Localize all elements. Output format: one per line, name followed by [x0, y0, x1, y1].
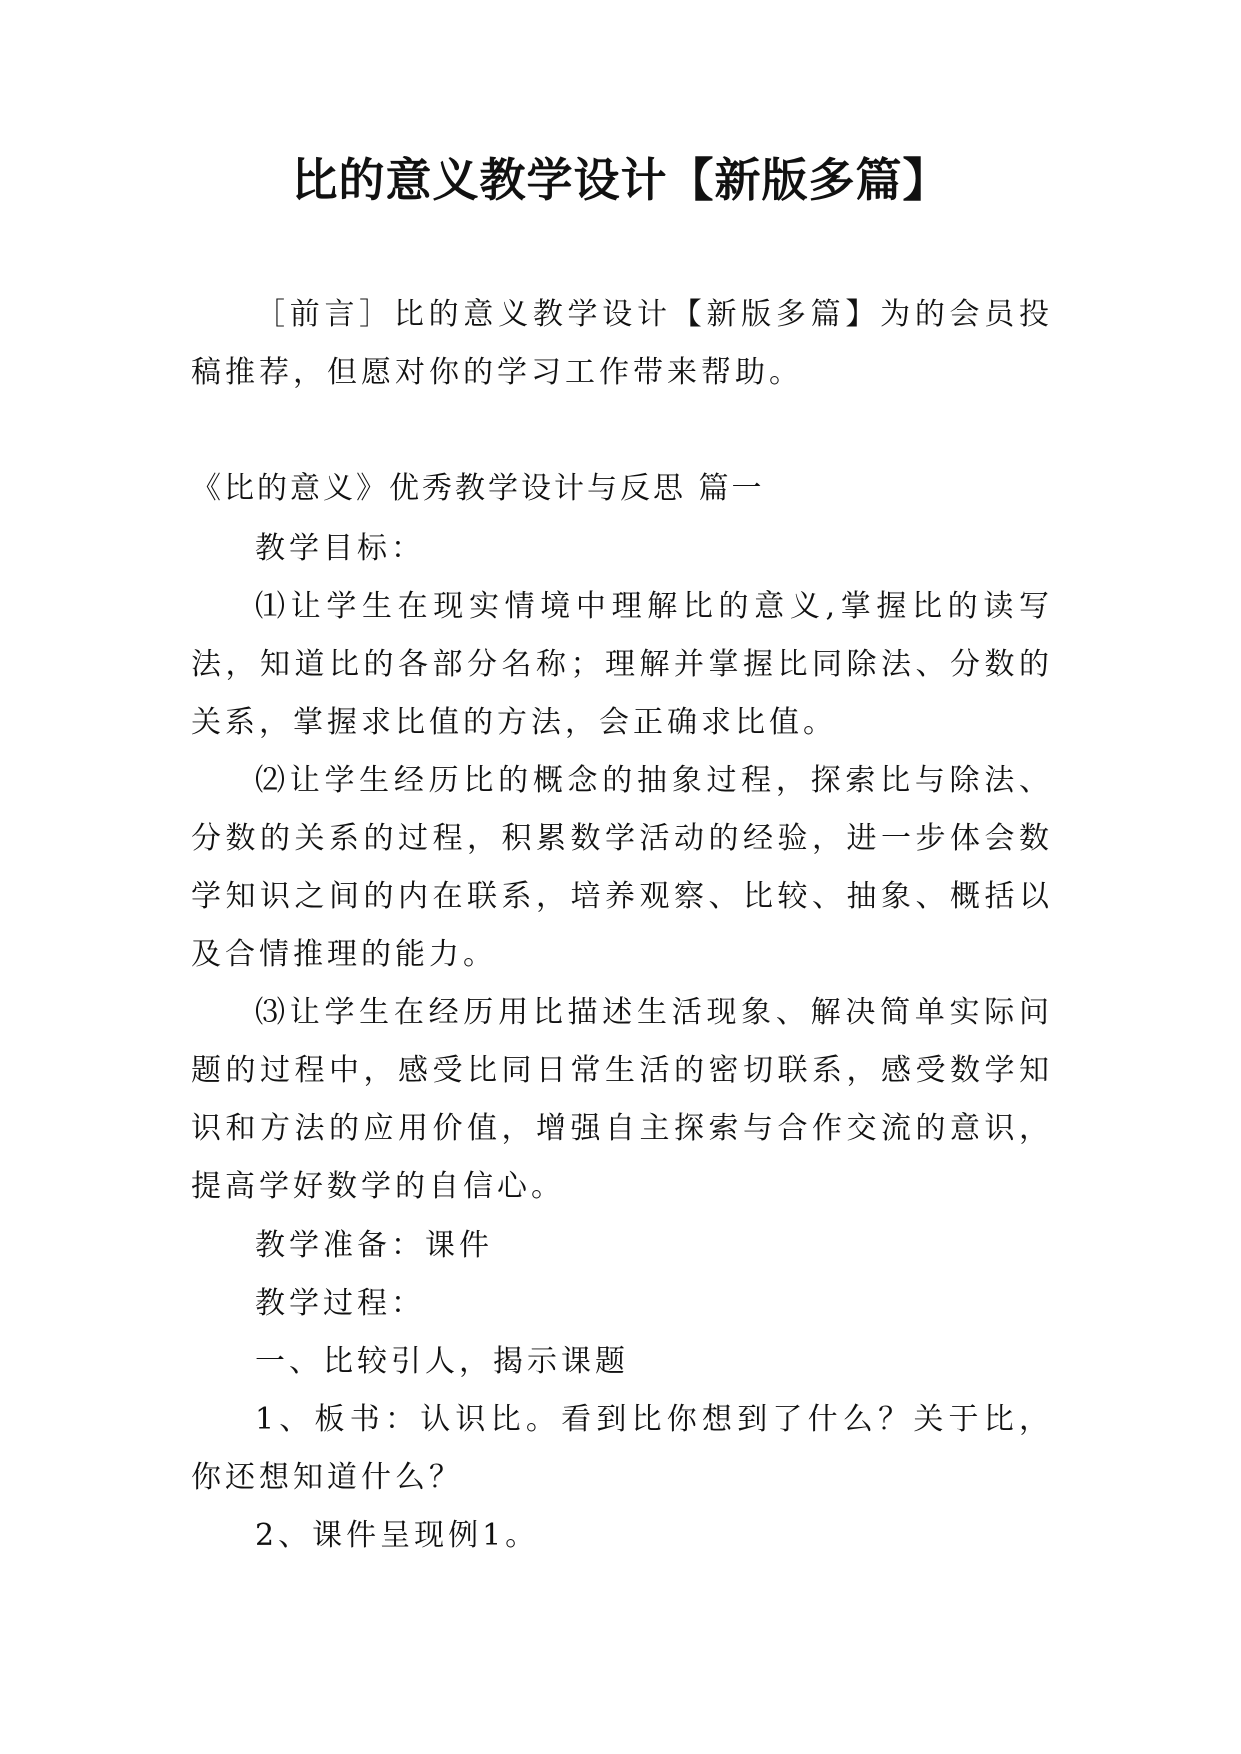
preparation-paragraph: 教学准备：课件 [255, 1228, 493, 1263]
goal-paragraph-2: ⑵让学生经历比的概念的抽象过程，探索比与除法、分数的关系的过程，积累数学活动的经验，进一步体会数学知识之间的内在联系，培养观察、比较、抽象、概括以及合情推理的能力。 [191, 763, 1053, 972]
item-2-paragraph: 2、课件呈现例1。 [255, 1518, 540, 1553]
goal-paragraph-1: ⑴让学生在现实情境中理解比的意义,掌握比的读写法，知道比的各部分名称；理解并掌握比同除法、分数的关系，掌握求比值的方法，会正确求比值。 [191, 589, 1053, 740]
goal-paragraph-3: ⑶让学生在经历用比描述生活现象、解决简单实际问题的过程中，感受比同日常生活的密切联系，感受数学知识和方法的应用价值，增强自主探索与合作交流的意识，提高学好数学的自信心。 [191, 995, 1053, 1204]
step-1-heading: 一、比较引人，揭示课题 [255, 1344, 629, 1379]
teaching-goal-label: 教学目标： [255, 531, 425, 566]
section-heading: 《比的意义》优秀教学设计与反思 篇一 [191, 471, 765, 506]
item-1-paragraph: 1、板书：认识比。看到比你想到了什么？关于比，你还想知道什么？ [191, 1402, 1053, 1495]
document-title: 比的意义教学设计【新版多篇】 [291, 153, 950, 207]
process-label: 教学过程： [255, 1286, 425, 1321]
preface-paragraph: ［前言］比的意义教学设计【新版多篇】为的会员投稿推荐，但愿对你的学习工作带来帮助。 [191, 297, 1053, 390]
